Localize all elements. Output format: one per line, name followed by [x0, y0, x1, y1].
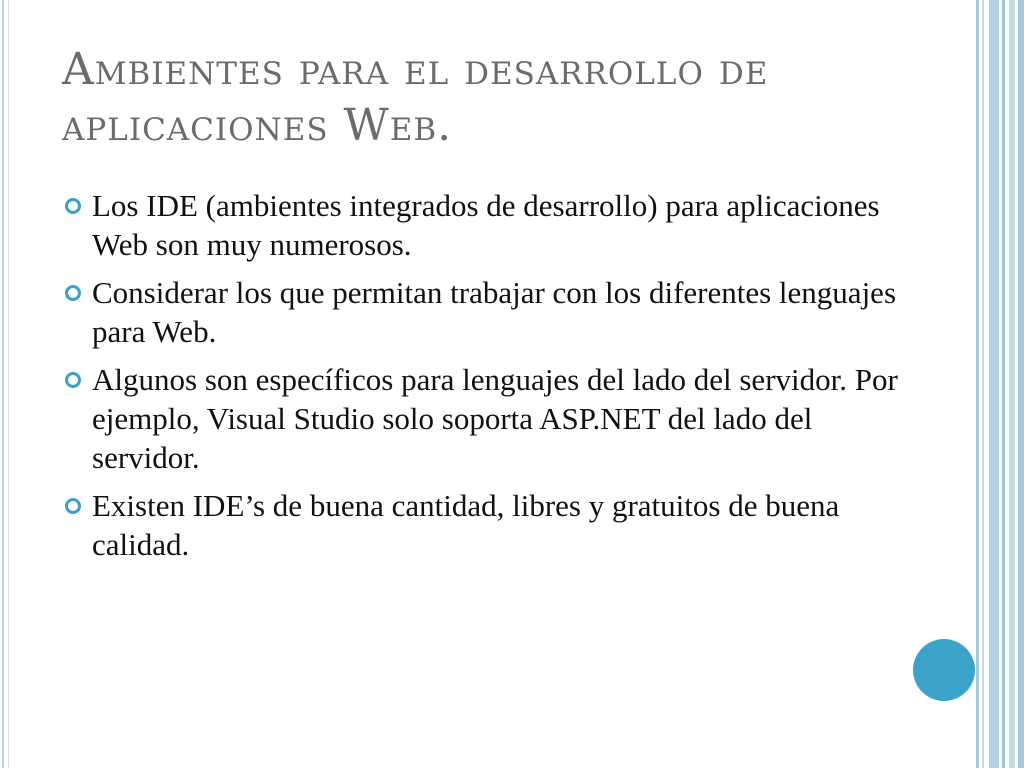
stripe: [1009, 0, 1015, 768]
bullet-text: Existen IDE’s de buena cantidad, libres y gratuitos de buena calidad.: [92, 488, 840, 562]
ring-bullet-icon: [65, 372, 81, 388]
slide-title: Ambientes para el desarrollo de aplicaciones Web.: [62, 44, 769, 151]
bullet-item: [62, 273, 922, 351]
bullet-text: Los IDE (ambientes integrados de desarrollo) para aplicaciones Web son muy numerosos.: [92, 188, 880, 262]
bullet-item: [62, 486, 922, 564]
bullet-text: Algunos son específicos para lenguajes del lado del servidor. Por ejemplo, Visual Studio solo soporta ASP.NET del lado del servidor.: [92, 362, 898, 475]
bullet-item: [62, 360, 922, 477]
left-border-line: [2, 0, 4, 768]
bullet-item: [62, 186, 922, 264]
ring-bullet-icon: [65, 198, 81, 214]
right-decorative-stripes: [976, 0, 1024, 768]
bullet-list: [62, 186, 922, 573]
stripe: [1018, 0, 1024, 768]
ring-bullet-icon: [65, 498, 81, 514]
stripe: [989, 0, 999, 768]
stripe: [976, 0, 979, 768]
ring-bullet-icon: [65, 285, 81, 301]
left-border-line-inner: [8, 0, 9, 768]
bullet-text: Considerar los que permitan trabajar con los diferentes lenguajes para Web.: [92, 275, 897, 349]
stripe: [1002, 0, 1005, 768]
decorative-circle: [913, 639, 975, 701]
stripe: [982, 0, 984, 768]
